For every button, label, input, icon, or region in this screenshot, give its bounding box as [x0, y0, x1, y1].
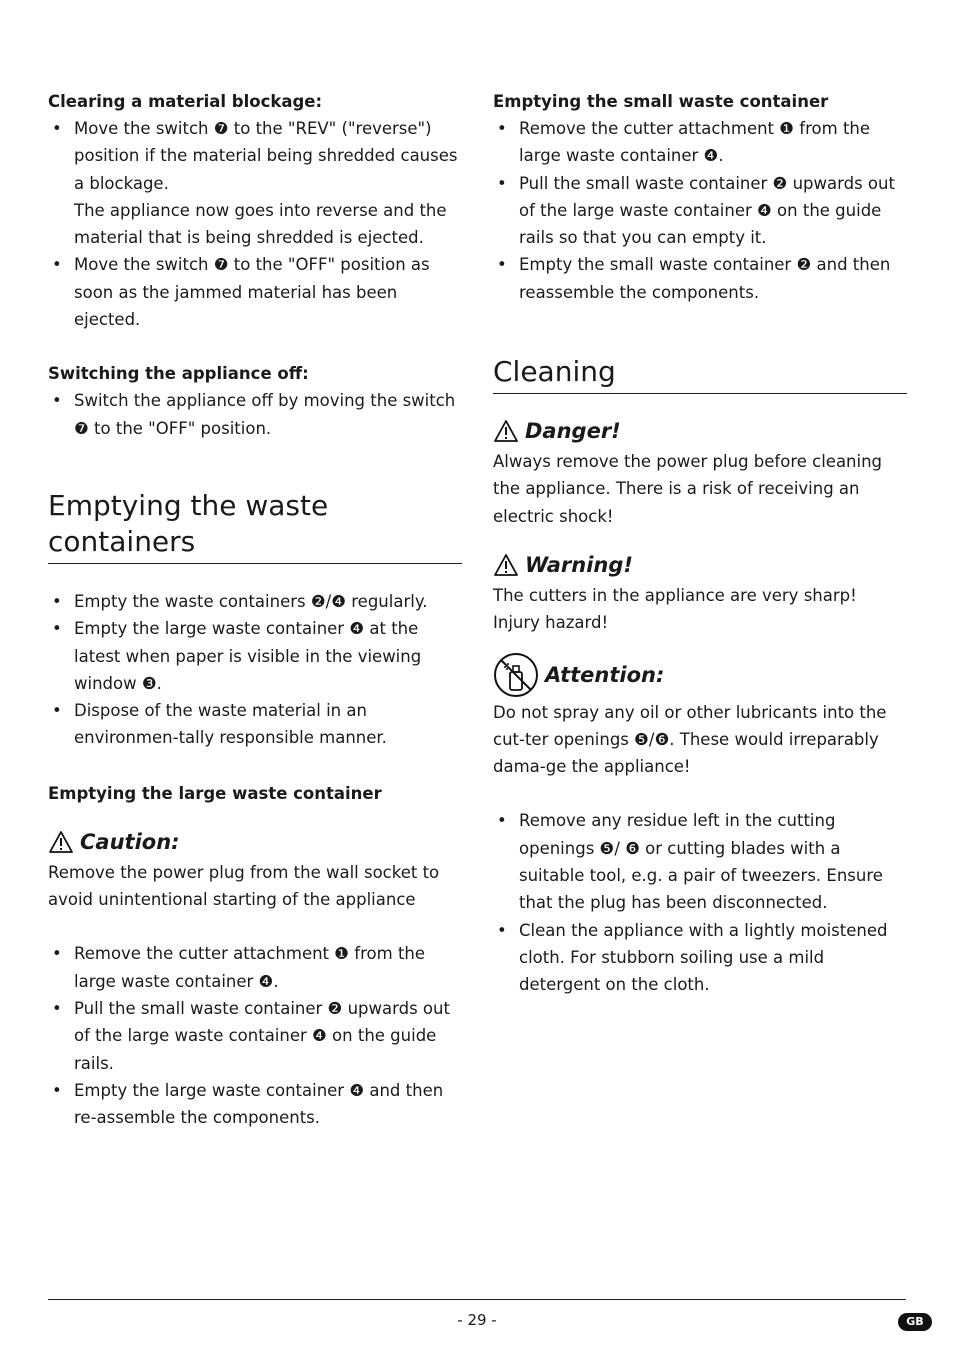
right-column — [493, 88, 907, 999]
caution-heading — [48, 825, 462, 859]
no-spray-icon — [493, 652, 539, 698]
cleaning-list — [493, 807, 907, 998]
blockage-list — [48, 115, 462, 333]
warning-label: Warning! — [525, 552, 633, 577]
warning-triangle-icon — [493, 553, 519, 577]
danger-label: Danger! — [525, 419, 621, 444]
warning-triangle-icon — [48, 830, 74, 854]
warning-heading — [493, 548, 907, 582]
off-title: Switching the appliance off: — [48, 364, 309, 384]
small-container-title: Emptying the small waste container — [493, 92, 829, 111]
small-container-list — [493, 115, 907, 306]
attention-heading — [493, 651, 907, 699]
list-item: • Switch the appliance off by moving the switch ❼ to the "OFF" position. — [48, 387, 462, 442]
footer-divider — [48, 1299, 906, 1300]
list-item: • Remove the cutter attachment ❶ from the large waste container ❹. — [493, 115, 907, 170]
section-heading-cleaning: Cleaning — [493, 354, 907, 394]
list-item: • Empty the large waste container ❹ at the latest when paper is visible in the viewing window ❸. — [48, 615, 462, 697]
emptying-list — [48, 588, 462, 752]
left-column — [48, 88, 462, 1131]
language-badge: GB — [898, 1313, 932, 1331]
list-item: • Clean the appliance with a lightly moistened cloth. For stubborn soiling use a mild detergent on the cloth. — [493, 917, 907, 999]
list-item: • Pull the small waste container ❷ upwards out of the large waste container ❹ on the guide rails so that you can empty it. — [493, 170, 907, 252]
list-item: • Empty the large waste container ❹ and then re-assemble the components. — [48, 1077, 462, 1132]
list-item: • Pull the small waste container ❷ upwards out of the large waste container ❹ on the guide rails. — [48, 995, 462, 1077]
danger-text: Always remove the power plug before cleaning the appliance. There is a risk of receiving an electric shock! — [493, 452, 883, 526]
list-item: • Dispose of the waste material in an environmen-tally responsible manner. — [48, 697, 462, 752]
attention-label: Attention: — [545, 662, 665, 687]
list-item: • Move the switch ❼ to the "REV" ("reverse") position if the material being shredded causes a blockage. The appliance now goes into reverse and the material that is being shredded is ejected. — [48, 115, 462, 251]
list-item: • Empty the waste containers ❷/❹ regularly. — [48, 588, 462, 615]
danger-heading — [493, 414, 907, 448]
list-item: • Move the switch ❼ to the "OFF" position as soon as the jammed material has been ejected. — [48, 251, 462, 333]
warning-text: The cutters in the appliance are very sharp! Injury hazard! — [493, 585, 857, 633]
large-container-list — [48, 940, 462, 1131]
large-container-title: Emptying the large waste container — [48, 783, 382, 803]
blockage-title: Clearing a material blockage: — [48, 92, 323, 111]
off-list — [48, 387, 462, 442]
caution-text: Remove the power plug from the wall socket to avoid unintentional starting of the appliance — [48, 862, 440, 910]
warning-triangle-icon — [493, 419, 519, 443]
attention-text: Do not spray any oil or other lubricants into the cut-ter openings ❺/❻. These would irreparably dama-ge the appliance! — [493, 702, 887, 777]
list-item: • Remove any residue left in the cutting openings ❺/ ❻ or cutting blades with a suitable tool, e.g. a pair of tweezers. Ensure that the plug has been disconnected. — [493, 807, 907, 916]
caution-label: Caution: — [80, 829, 180, 854]
list-item: • Empty the small waste container ❷ and then reassemble the components. — [493, 251, 907, 306]
section-heading-emptying: Emptying the waste containers — [48, 488, 462, 564]
list-item: • Remove the cutter attachment ❶ from the large waste container ❹. — [48, 940, 462, 995]
page-number: - 29 - — [457, 1311, 497, 1329]
